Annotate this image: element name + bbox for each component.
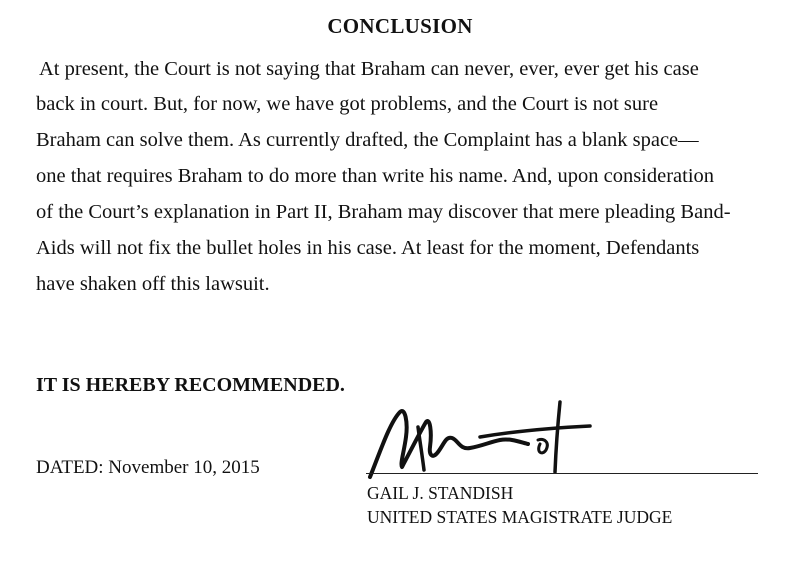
conclusion-heading: CONCLUSION — [327, 14, 473, 38]
paragraph-line: have shaken off this lawsuit. — [36, 273, 270, 295]
judge-title: UNITED STATES MAGISTRATE JUDGE — [367, 507, 673, 527]
recommendation-statement: IT IS HEREBY RECOMMENDED. — [36, 374, 345, 396]
paragraph-line: back in court. But, for now, we have got problems, and the Court is not sure — [36, 93, 659, 115]
judge-name: GAIL J. STANDISH — [367, 483, 514, 503]
paragraph-line: Aids will not fix the bullet holes in his case. At least for the moment, Defendants — [36, 237, 700, 259]
paragraph-line: At present, the Court is not saying that Braham can never, ever, ever get his case — [39, 58, 699, 80]
dated-line: DATED: November 10, 2015 — [36, 457, 260, 478]
paragraph-line: Braham can solve them. As currently drafted, the Complaint has a blank space— — [36, 129, 699, 151]
paragraph-line: of the Court’s explanation in Part II, Braham may discover that mere pleading Band- — [36, 201, 731, 223]
paragraph-line: one that requires Braham to do more than write his name. And, upon consideration — [36, 165, 715, 187]
signature-line — [366, 473, 758, 474]
